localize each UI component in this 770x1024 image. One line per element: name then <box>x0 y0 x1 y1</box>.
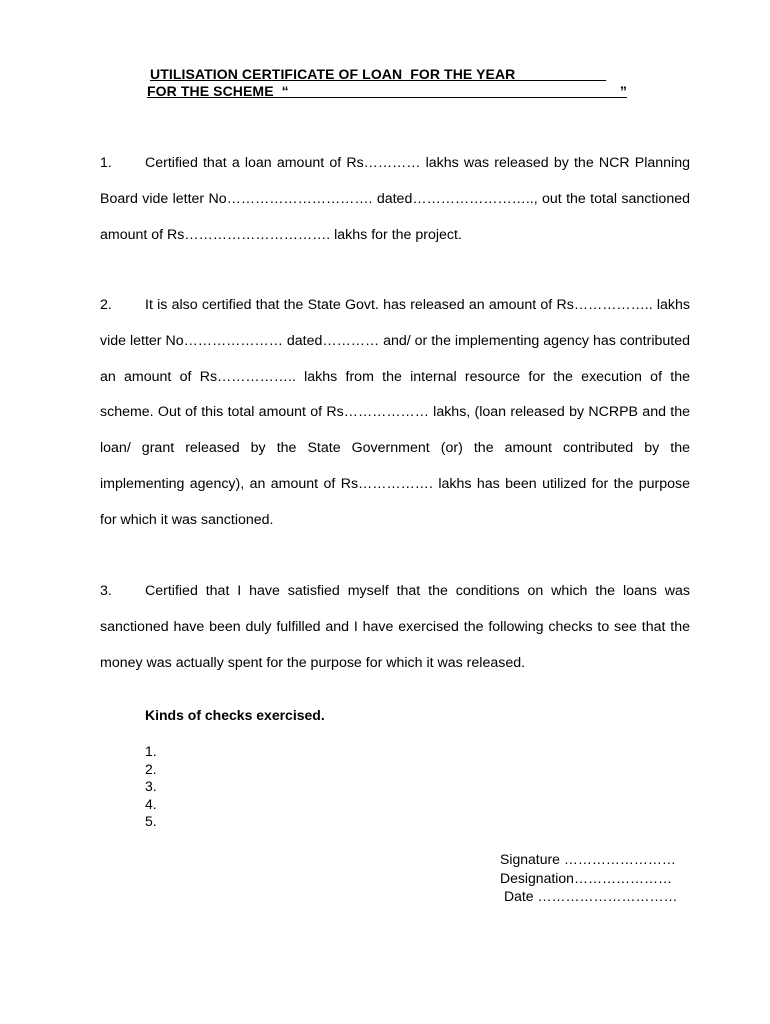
paragraph-text: Certified that I have satisfied myself that the conditions on which the loans was sanctioned have been duly fulfilled and I have exercised the following checks to see that the money was actually spent for the purpose for which it was released. <box>100 583 690 671</box>
designation-line: Designation………………… <box>500 869 672 886</box>
certificate-title: UTILISATION CERTIFICATE OF LOAN FOR THE YEAR ___________ <box>150 66 607 82</box>
paragraph-text: It is also certified that the State Govt. has released an amount of Rs…………….. lakhs vide letter No………………… dated………… and/ or the implementing agency has contributed an amount of Rs…………….. lakhs from the internal resource for the execution of the scheme. Out of this total amount of Rs……………… lakhs, (loan released by NCRPB and the loan/ grant released by the State Government (or) the amount contributed by the implementing agency), an amount of Rs……………. lakhs has been utilized for the purpose for which it was sanctioned. <box>100 297 690 528</box>
date-line: Date ………………………… <box>504 888 678 904</box>
check-item: 5. <box>145 813 157 830</box>
paragraph-text: Certified that a loan amount of Rs………… lakhs was released by the NCR Planning Board vide letter No…………………………. dated…………………….., out the total sanctioned amount of Rs…………………………. lakhs for the project. <box>100 155 690 243</box>
check-item: 4. <box>145 795 157 812</box>
checks-heading: Kinds of checks exercised. <box>145 707 325 723</box>
checks-list <box>145 743 157 831</box>
paragraph-number: 3. <box>100 583 112 599</box>
check-item: 3. <box>145 778 157 795</box>
signature-line: Signature …………………… <box>500 851 676 867</box>
signature-block <box>500 850 677 906</box>
paragraph-1 <box>100 146 690 253</box>
scheme-title-line: FOR THE SCHEME “__________________________________________” <box>147 83 628 99</box>
check-item: 2. <box>145 760 157 777</box>
check-item: 1. <box>145 743 157 759</box>
paragraph-number: 1. <box>100 155 112 171</box>
paragraph-3 <box>100 574 690 681</box>
paragraph-2 <box>100 288 690 539</box>
paragraph-number: 2. <box>100 297 112 313</box>
